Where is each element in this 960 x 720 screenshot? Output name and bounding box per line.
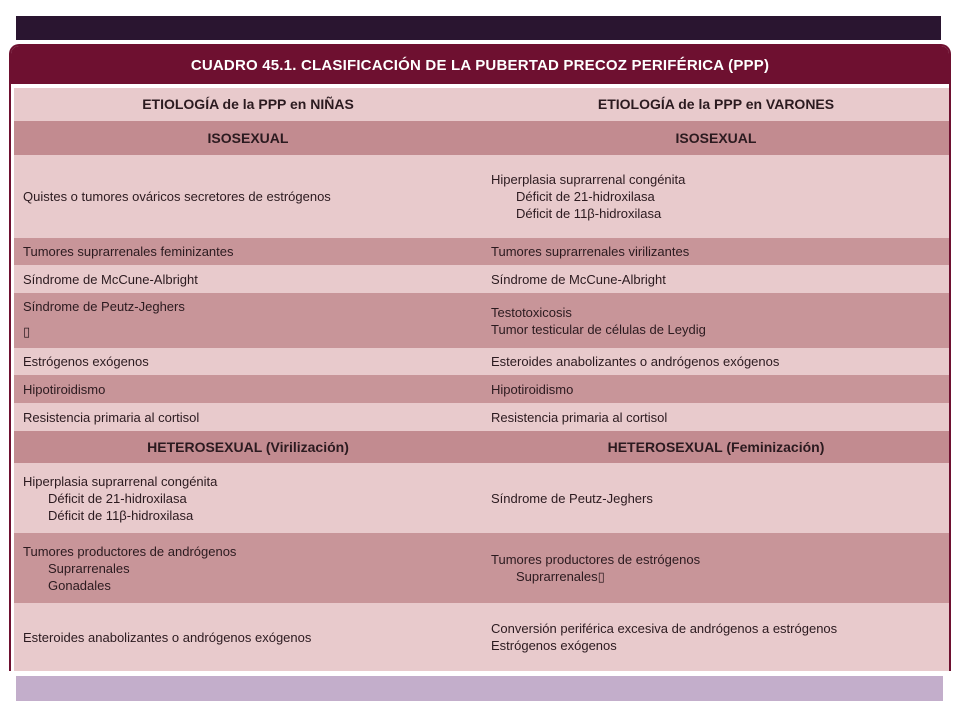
cell-boys: Síndrome de Peutz-Jeghers: [491, 490, 653, 506]
table-row: [14, 533, 950, 603]
cell-girls: Hiperplasia suprarrenal congénita Déficit de 21-hidroxilasa Déficit de 11β-hidroxilasa: [23, 473, 218, 523]
cell-girls: Síndrome de Peutz-Jeghers ▯: [23, 299, 185, 339]
cell-boys: Conversión periférica excesiva de andrógenos a estrógenos Estrógenos exógenos: [491, 621, 838, 653]
cell-girls: Quistes o tumores ováricos secretores de estrógenos: [23, 189, 331, 204]
top-dark-bar: [16, 16, 941, 40]
cell-girls: Síndrome de McCune-Albright: [23, 271, 198, 287]
section-heterosexual: [14, 431, 950, 463]
table-row: [14, 375, 950, 403]
table-row: [14, 603, 950, 671]
cell-boys: Tumores productores de estrógenos Suprarrenales▯: [491, 552, 701, 584]
cell-girls: Tumores productores de andrógenos Suprarrenales Gonadales: [23, 543, 237, 593]
cell-boys: Hipotiroidismo: [491, 381, 574, 397]
section-iso-boys: ISOSEXUAL: [675, 129, 757, 146]
section-hetero-girls: HETEROSEXUAL (Virilización): [147, 438, 349, 455]
table-row: [14, 155, 950, 238]
section-isosexual: [14, 121, 950, 155]
cell-boys: Tumores suprarrenales virilizantes: [491, 244, 690, 259]
cell-girls: Tumores suprarrenales feminizantes: [23, 244, 234, 259]
header-boys: ETIOLOGÍA de la PPP en VARONES: [597, 96, 835, 112]
bottom-lavender-bar: [16, 676, 943, 701]
table-row: [14, 403, 950, 431]
cell-boys: Esteroides anabolizantes o andrógenos exógenos: [491, 354, 780, 369]
table-card: [9, 44, 951, 671]
cell-girls: Estrógenos exógenos: [23, 354, 149, 369]
cell-boys: Testotoxicosis Tumor testicular de células de Leydig: [491, 304, 706, 337]
cell-boys: Hiperplasia suprarrenal congénita Déficit de 21-hidroxilasa Déficit de 11β-hidroxilasa: [491, 172, 686, 221]
section-iso-girls: ISOSEXUAL: [207, 129, 289, 146]
cell-girls: Hipotiroidismo: [23, 381, 106, 397]
column-header-row: [14, 88, 950, 121]
section-hetero-boys: HETEROSEXUAL (Feminización): [607, 438, 825, 455]
table-row: [14, 463, 950, 533]
classification-table: [14, 88, 950, 671]
table-row: [14, 238, 950, 265]
table-row: [14, 348, 950, 375]
cell-girls: Esteroides anabolizantes o andrógenos exógenos: [23, 629, 312, 645]
table-row: [14, 265, 950, 293]
table-title: CUADRO 45.1. CLASIFICACIÓN DE LA PUBERTAD PRECOZ PERIFÉRICA (PPP): [11, 46, 949, 84]
header-girls: ETIOLOGÍA de la PPP en NIÑAS: [142, 96, 354, 112]
cell-boys: Síndrome de McCune-Albright: [491, 271, 666, 287]
cell-boys: Resistencia primaria al cortisol: [491, 409, 668, 425]
cell-girls: Resistencia primaria al cortisol: [23, 409, 200, 425]
table-row: [14, 293, 950, 348]
